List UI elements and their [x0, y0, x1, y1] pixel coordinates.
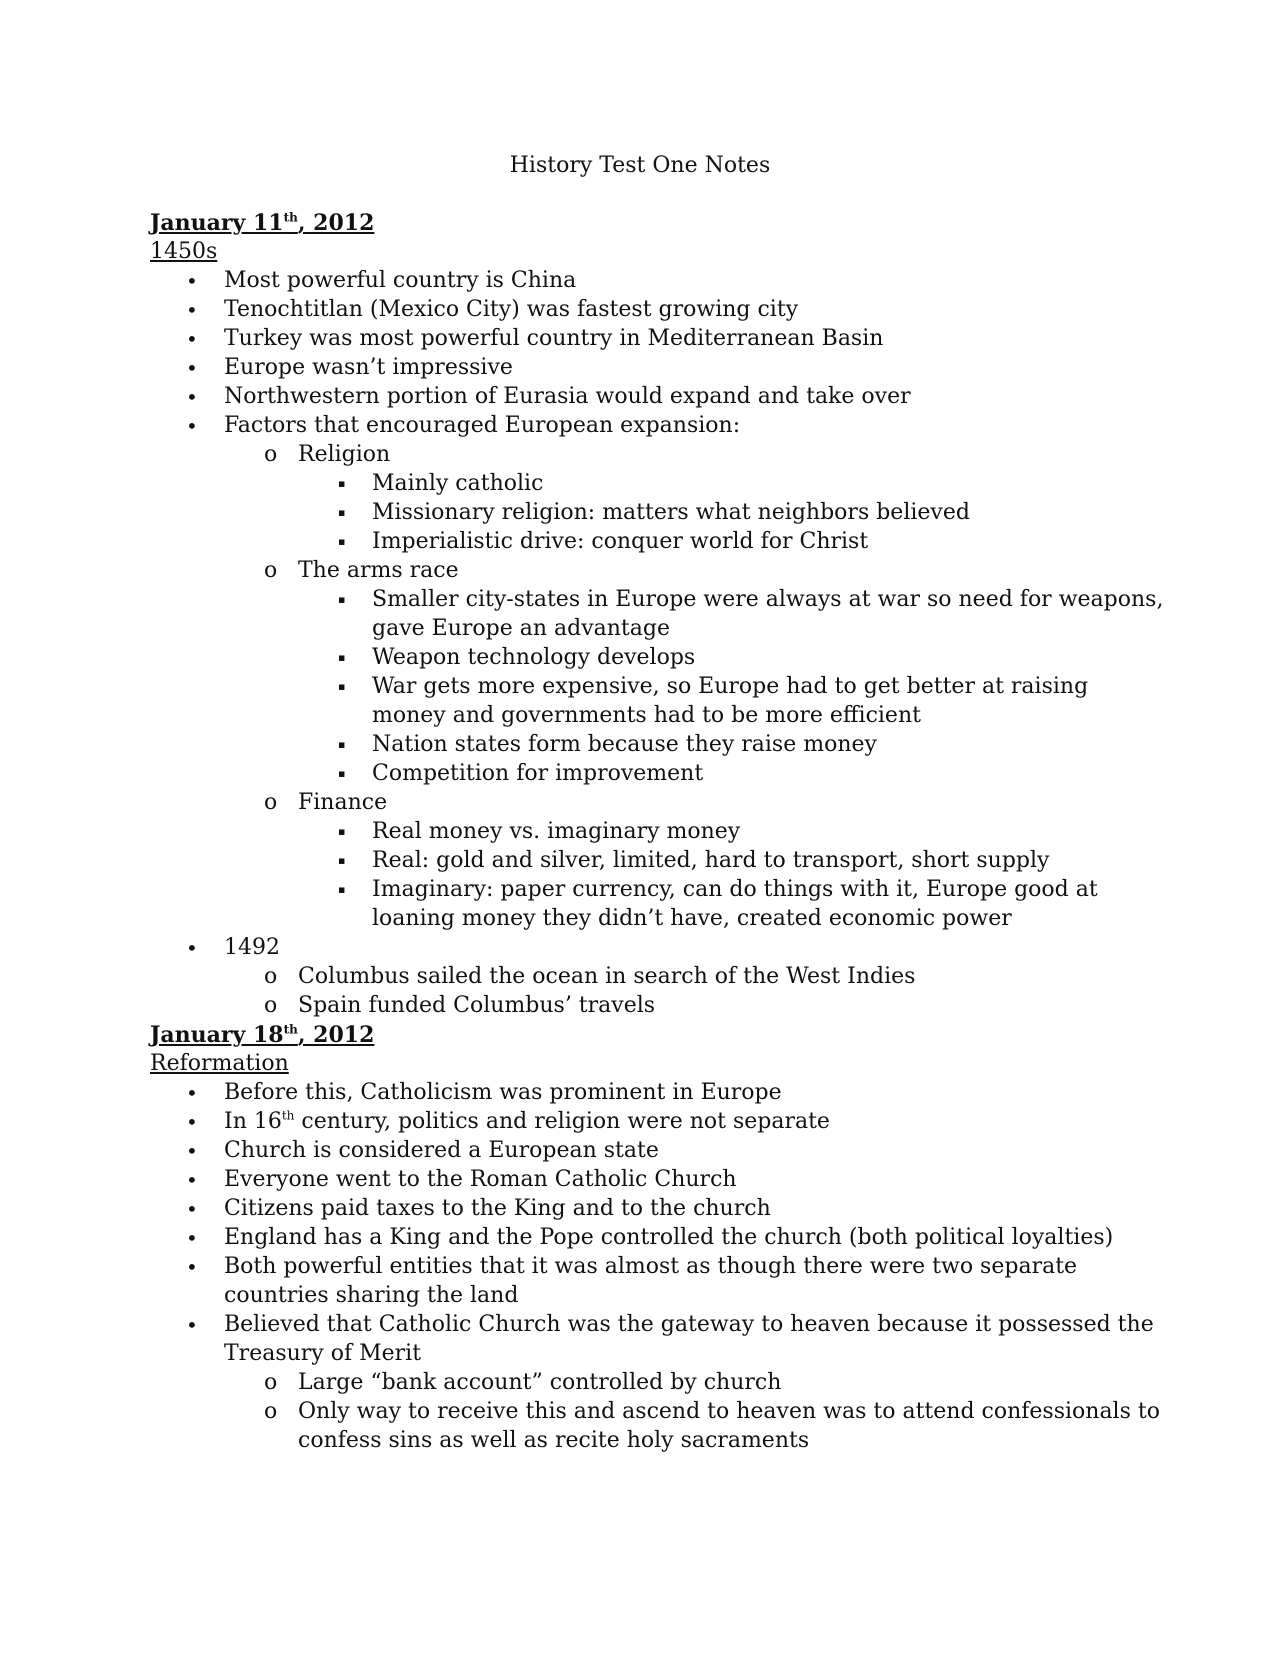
sub-sub-item: Smaller city-states in Europe were always at war so need for weapons,: [372, 587, 1164, 612]
bullet-icon: •: [186, 1197, 198, 1221]
sub-sub-item-continued: money and governments had to be more efficient: [372, 703, 921, 728]
list-item-1492: 1492: [224, 935, 280, 960]
list-item: Turkey was most powerful country in Mediterranean Basin: [224, 326, 884, 351]
list-item: England has a King and the Pope controlled the church (both political loyalties): [224, 1225, 1114, 1250]
sub-item: Columbus sailed the ocean in search of the West Indies: [298, 964, 916, 989]
sub-item-religion: Religion: [298, 442, 391, 467]
list-item: Northwestern portion of Eurasia would expand and take over: [224, 384, 911, 409]
sub-sub-item: Missionary religion: matters what neighbors believed: [372, 500, 970, 525]
sub-item: Large “bank account” controlled by church: [298, 1370, 782, 1395]
square-bullet-icon: ▪: [338, 825, 346, 838]
bullet-icon: •: [186, 1168, 198, 1192]
circle-bullet-icon: o: [264, 1399, 278, 1424]
sub-sub-item-continued: gave Europe an advantage: [372, 616, 670, 641]
list-item: Europe wasn’t impressive: [224, 355, 513, 380]
square-bullet-icon: ▪: [338, 477, 346, 490]
square-bullet-icon: ▪: [338, 506, 346, 519]
circle-bullet-icon: o: [264, 790, 278, 815]
square-bullet-icon: ▪: [338, 854, 346, 867]
square-bullet-icon: ▪: [338, 883, 346, 896]
bullet-icon: •: [186, 414, 198, 438]
bullet-icon: •: [186, 936, 198, 960]
section-heading-1450s: 1450s: [150, 239, 218, 264]
bullet-icon: •: [186, 356, 198, 380]
date-heading-jan-18: January 18th, 2012: [150, 1022, 375, 1048]
list-item: Before this, Catholicism was prominent in Europe: [224, 1080, 782, 1105]
bullet-icon: •: [186, 1226, 198, 1250]
bullet-icon: •: [186, 298, 198, 322]
list-item: Tenochtitlan (Mexico City) was fastest growing city: [224, 297, 799, 322]
sub-sub-item: Competition for improvement: [372, 761, 704, 786]
list-item: Most powerful country is China: [224, 268, 577, 293]
square-bullet-icon: ▪: [338, 651, 346, 664]
square-bullet-icon: ▪: [338, 593, 346, 606]
sub-item-continued: confess sins as well as recite holy sacraments: [298, 1428, 810, 1453]
list-item: Factors that encouraged European expansion:: [224, 413, 741, 438]
bullet-icon: •: [186, 1081, 198, 1105]
list-item: Believed that Catholic Church was the gateway to heaven because it possessed the: [224, 1312, 1154, 1337]
bullet-icon: •: [186, 385, 198, 409]
sub-item-arms-race: The arms race: [298, 558, 459, 583]
circle-bullet-icon: o: [264, 558, 278, 583]
square-bullet-icon: ▪: [338, 767, 346, 780]
sub-sub-item: Nation states form because they raise money: [372, 732, 877, 757]
sub-item: Spain funded Columbus’ travels: [298, 993, 656, 1018]
date-heading-jan-11: January 11th, 2012: [150, 210, 375, 236]
bullet-icon: •: [186, 327, 198, 351]
list-item: Church is considered a European state: [224, 1138, 659, 1163]
document-title: History Test One Notes: [509, 153, 771, 178]
list-item-continued: Treasury of Merit: [224, 1341, 422, 1366]
bullet-icon: •: [186, 269, 198, 293]
section-heading-reformation: Reformation: [150, 1051, 289, 1076]
circle-bullet-icon: o: [264, 993, 278, 1018]
sub-item: Only way to receive this and ascend to heaven was to attend confessionals to: [298, 1399, 1160, 1424]
circle-bullet-icon: o: [264, 442, 278, 467]
sub-sub-item-continued: loaning money they didn’t have, created economic power: [372, 906, 1012, 931]
circle-bullet-icon: o: [264, 1370, 278, 1395]
sub-sub-item: War gets more expensive, so Europe had to get better at raising: [372, 674, 1089, 699]
sub-item-finance: Finance: [298, 790, 388, 815]
list-item-continued: countries sharing the land: [224, 1283, 519, 1308]
square-bullet-icon: ▪: [338, 680, 346, 693]
circle-bullet-icon: o: [264, 964, 278, 989]
sub-sub-item: Imaginary: paper currency, can do things with it, Europe good at: [372, 877, 1098, 902]
bullet-icon: •: [186, 1313, 198, 1337]
sub-sub-item: Weapon technology develops: [372, 645, 696, 670]
list-item: Both powerful entities that it was almost as though there were two separate: [224, 1254, 1078, 1279]
square-bullet-icon: ▪: [338, 738, 346, 751]
sub-sub-item: Real: gold and silver, limited, hard to transport, short supply: [372, 848, 1050, 873]
list-item: In 16th century, politics and religion were not separate: [224, 1108, 830, 1134]
bullet-icon: •: [186, 1139, 198, 1163]
square-bullet-icon: ▪: [338, 535, 346, 548]
bullet-icon: •: [186, 1255, 198, 1279]
list-item: Everyone went to the Roman Catholic Church: [224, 1167, 737, 1192]
list-item: Citizens paid taxes to the King and to the church: [224, 1196, 771, 1221]
sub-sub-item: Mainly catholic: [372, 471, 544, 496]
sub-sub-item: Imperialistic drive: conquer world for Christ: [372, 529, 869, 554]
bullet-icon: •: [186, 1110, 198, 1134]
sub-sub-item: Real money vs. imaginary money: [372, 819, 741, 844]
